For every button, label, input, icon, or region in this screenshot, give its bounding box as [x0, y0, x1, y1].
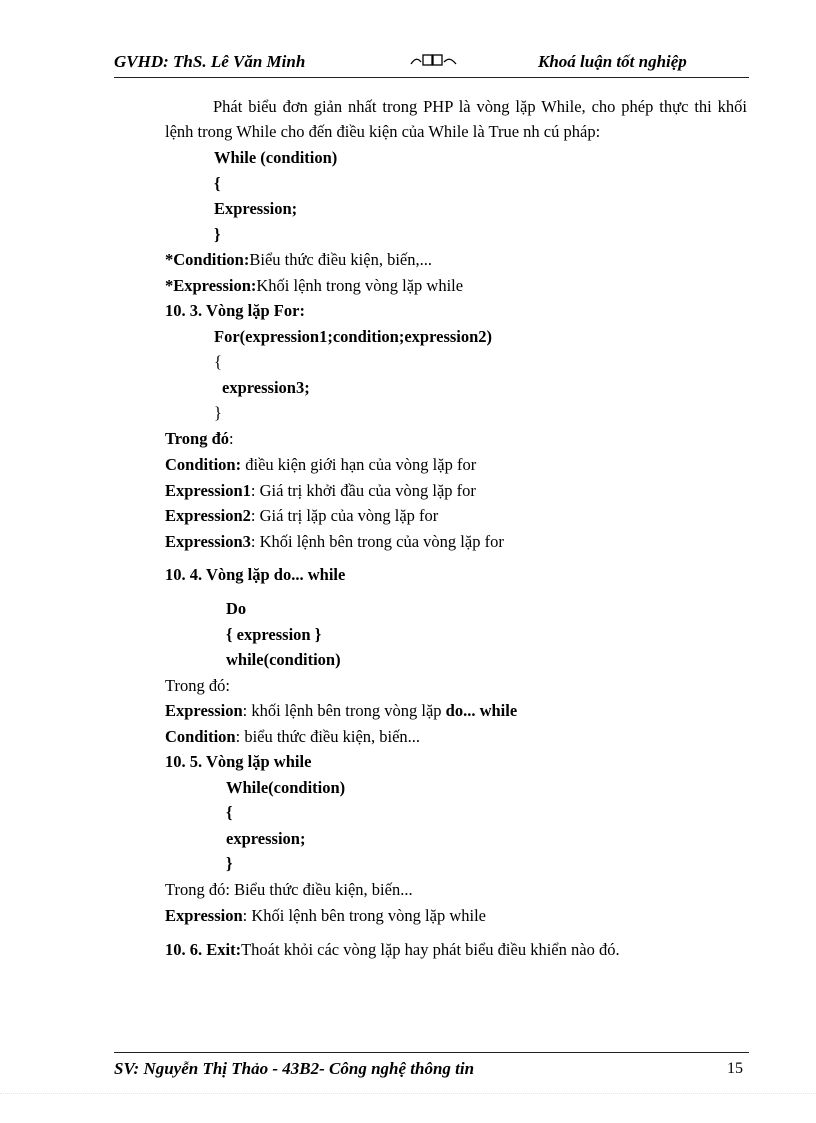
footer-student: SV: Nguyễn Thị Thảo - 43B2- Công nghệ thông tin: [114, 1059, 475, 1078]
section-heading-for: 10. 3. Vòng lặp For:: [165, 301, 305, 320]
code-line: For(expression1;condition;expression2): [214, 327, 493, 346]
code-line: { expression }: [226, 625, 322, 644]
code-line: {: [214, 352, 222, 371]
footer-divider: [114, 1052, 749, 1053]
code-line: {: [214, 174, 221, 193]
section-exit: 10. 6. Exit:Thoát khỏi các vòng lặp hay phát biểu điều khiển nào đó.: [165, 940, 620, 959]
code-line: }: [214, 403, 222, 422]
book-ornament-icon: [409, 52, 459, 68]
definition-expression2: Expression2: Giá trị lặp của vòng lặp for: [165, 506, 439, 525]
header-thesis-title: Khoá luận tốt nghiệp: [538, 52, 687, 71]
definition-do-condition: Condition: biểu thức điều kiện, biến...: [165, 727, 421, 746]
definition-while-expression: Expression: Khối lệnh bên trong vòng lặp while: [165, 906, 486, 925]
definition-condition: *Condition:Biểu thức điều kiện, biến,...: [165, 250, 432, 269]
page-number: 15: [727, 1060, 743, 1077]
intro-paragraph: Phát biểu đơn giản nhất trong PHP là vòng lặp While, cho phép thực thi khối lệnh trong While cho đến điều kiện của While là True nh cú pháp:: [165, 97, 747, 141]
code-line: }: [226, 854, 233, 873]
definition-do-expression: Expression: khối lệnh bên trong vòng lặp do... while: [165, 701, 518, 720]
header-divider: [114, 77, 749, 78]
trong-do-label: Trong đó: Biểu thức điều kiện, biến...: [165, 880, 413, 899]
code-line: While(condition): [226, 778, 346, 797]
definition-expression1: Expression1: Giá trị khởi đầu của vòng lặp for: [165, 481, 476, 500]
code-line: expression3;: [222, 378, 310, 397]
code-line: expression;: [226, 829, 306, 848]
trong-do-label: Trong đó:: [165, 429, 234, 448]
definition-expression3: Expression3: Khối lệnh bên trong của vòng lặp for: [165, 532, 504, 551]
section-heading-while: 10. 5. Vòng lặp while: [165, 752, 312, 771]
definition-expression: *Expression:Khối lệnh trong vòng lặp while: [165, 276, 464, 295]
definition-for-condition: Condition: điều kiện giới hạn của vòng lặp for: [165, 455, 477, 474]
code-line: Expression;: [214, 199, 298, 218]
code-line: Do: [226, 599, 247, 618]
page-edge: [0, 1093, 816, 1094]
code-line: While (condition): [214, 148, 338, 167]
header-advisor: GVHD: ThS. Lê Văn Minh: [114, 52, 306, 71]
trong-do-label: Trong đó:: [165, 676, 230, 695]
code-line: {: [226, 803, 233, 822]
section-heading-do-while: 10. 4. Vòng lặp do... while: [165, 565, 346, 584]
code-line: while(condition): [226, 650, 341, 669]
code-line: }: [214, 225, 221, 244]
